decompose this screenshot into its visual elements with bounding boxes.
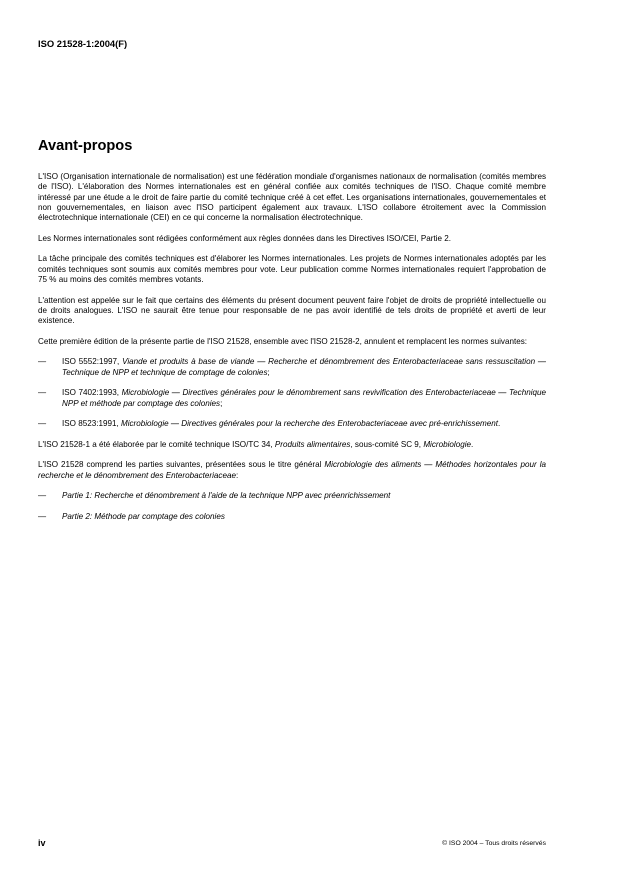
part-title: Partie 2: Méthode par comptage des colonies	[62, 511, 225, 521]
standard-title: Microbiologie — Directives générales pour la recherche des Enterobacteriaceae avec pré-enrichissement	[120, 419, 498, 429]
cancelled-standard-item	[38, 357, 546, 378]
paragraph-committee	[38, 440, 546, 450]
paragraph-technical-committees: La tâche principale des comités techniques est d'élaborer les Normes internationales. Les projets de Normes internationales adoptés par les comités techniques sont soumis aux comités membres pour vote. Leur publication comme Normes internationales requiert l'approbation de 75 % au moins des comités membres votants.	[38, 254, 546, 284]
dash-marker: —	[38, 419, 47, 429]
paragraph-parts-intro	[38, 460, 546, 481]
cancelled-standard-item	[38, 419, 546, 429]
standard-title: Viande et produits à base de viande — Recherche et dénombrement des Enterobacteriaceae sans ressuscitation — Technique de NPP et technique de comptage de colonies	[62, 357, 546, 377]
paragraph-patent-rights: L'attention est appelée sur le fait que certains des éléments du présent document peuvent faire l'objet de droits de propriété intellectuelle ou de droits analogues. L'ISO ne saurait être tenue pour responsable de ne pas avoir identifié de tels droits de propriété et averti de leur existence.	[38, 295, 546, 326]
item-punctuation: :	[235, 470, 239, 480]
document-header-id: ISO 21528-1:2004(F)	[38, 38, 128, 49]
item-punctuation: ;	[220, 398, 223, 408]
parts-intro-text: L'ISO 21528 comprend les parties suivantes, présentées sous le titre général	[38, 460, 325, 470]
item-punctuation: .	[497, 419, 501, 429]
dash-marker: —	[38, 357, 47, 367]
dash-marker: —	[38, 388, 47, 398]
committee-text: L'ISO 21528-1 a été élaborée par le comité technique ISO/TC 34,	[38, 439, 275, 449]
subcommittee-name: Microbiologie	[423, 439, 471, 449]
part-title: Partie 1: Recherche et dénombrement à l'aide de la technique NPP avec préenrichissement	[62, 491, 391, 501]
paragraph-edition: Cette première édition de la présente partie de l'ISO 21528, ensemble avec l'ISO 21528-2, annulent et remplacent les normes suivantes:	[38, 336, 527, 346]
paragraph-directives: Les Normes internationales sont rédigées conformément aux règles données dans les Directives ISO/CEI, Partie 2.	[38, 233, 451, 243]
page-title: Avant-propos	[38, 138, 133, 154]
page-number: iv	[38, 838, 46, 848]
general-title: Microbiologie des aliments — Méthodes horizontales pour la recherche et le dénombrement des Enterobacteriaceae	[38, 460, 546, 480]
dash-marker: —	[38, 491, 47, 501]
committee-name: Produits alimentaires	[274, 439, 351, 449]
item-punctuation: .	[471, 439, 474, 449]
item-punctuation: ;	[267, 367, 270, 377]
standard-ref: ISO 5552:1997,	[62, 357, 123, 367]
standard-title: Microbiologie — Directives générales pour le dénombrement sans revivification des Enterobacteriaceae — Technique NPP et méthode par comptage des colonies	[62, 388, 547, 408]
foreword-body	[38, 172, 546, 532]
part-item	[38, 512, 546, 522]
cancelled-standard-item	[38, 388, 546, 409]
copyright-notice: © ISO 2004 – Tous droits réservés	[442, 840, 546, 847]
paragraph-iso-intro: L'ISO (Organisation internationale de normalisation) est une fédération mondiale d'organismes nationaux de normalisation (comités membres de l'ISO). L'élaboration des Normes internationales est en général confiée aux comités techniques de l'ISO. Chaque comité membre intéressé par une étude a le droit de faire partie du comité technique créé à cet effet. Les organisations internationales, gouvernementales et non gouvernementales, en liaison avec l'ISO participent également aux travaux. L'ISO collabore étroitement avec la Commission électrotechnique internationale (CEI) en ce qui concerne la normalisation électrotechnique.	[38, 172, 546, 223]
committee-text: , sous-comité SC 9,	[350, 439, 424, 449]
standard-ref: ISO 8523:1991,	[62, 419, 121, 429]
dash-marker: —	[38, 511, 47, 521]
standard-ref: ISO 7402:1993,	[62, 388, 122, 398]
part-item	[38, 491, 546, 501]
